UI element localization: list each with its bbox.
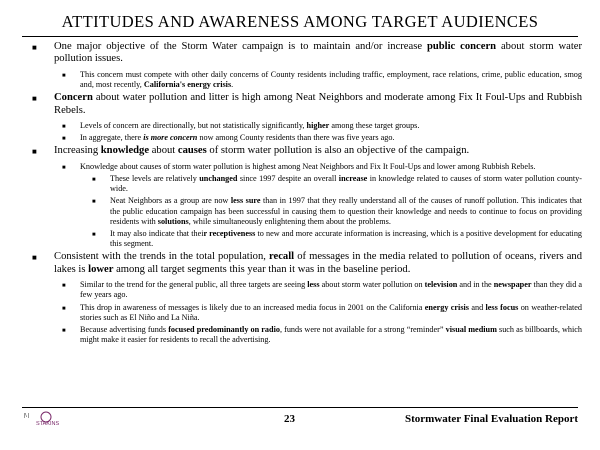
bullet-marker: ■	[62, 124, 66, 131]
text-run: These levels are relatively	[110, 174, 200, 184]
text-run: This drop in awareness of messages is likely due to an increased media focus in 2001 on the California	[80, 302, 425, 312]
text-run: r receptiveness	[203, 229, 256, 239]
text-run: on weather-related stories such as El Niño and La Niña.	[80, 302, 582, 322]
text-run: focused predominantly on radio	[168, 325, 280, 335]
bullet-marker: ■	[92, 177, 96, 184]
text-run: about storm water pollution on	[319, 280, 425, 290]
bullet-item	[22, 145, 582, 157]
bullet-marker: ■	[32, 43, 37, 52]
sub-bullet-item	[22, 229, 582, 249]
bullet-marker: ■	[62, 136, 66, 143]
text-run: Concern	[54, 92, 93, 104]
footer-divider	[22, 407, 578, 408]
report-title: Stormwater Final Evaluation Report	[404, 413, 578, 425]
text-run: than they did a few years ago.	[80, 280, 582, 300]
sub-bullet-item	[22, 133, 582, 143]
bullet-item	[22, 41, 582, 66]
text-run: public concern	[426, 41, 497, 52]
text-run: It may also indicate that thei	[110, 229, 204, 239]
text-run: , funds were not available for a strong “reminder”	[279, 325, 446, 335]
text-run: such as billboards, which might make it easier for residents to recall the advertising.	[80, 325, 582, 345]
text-run: since 1997 despite an overall	[237, 174, 339, 184]
text-run: less focus	[485, 302, 519, 312]
text-run: in knowledge related to causes of storm water pollution county-wide.	[110, 174, 582, 194]
text-run: among these target groups.	[329, 121, 420, 131]
sub-bullet-item	[22, 162, 582, 172]
text-run: to new and more accurate information is increasing, which is a positive development for educating this segment.	[110, 229, 583, 249]
bullet-marker: ■	[62, 164, 66, 171]
text-run: Consistent with the trends in the total population,	[54, 251, 270, 263]
text-run: Neat Neighbors as a group are now	[110, 196, 231, 206]
bullet-list	[22, 41, 582, 348]
page-title: ATTITUDES AND AWARENESS AMONG TARGET AUDIENCES	[61, 12, 539, 31]
text-run: of storm water pollution is also an objective of the campaign.	[206, 145, 470, 157]
text-run: recall	[269, 251, 295, 263]
text-run: solutions	[157, 216, 189, 226]
text-run: and in the	[457, 280, 494, 290]
bullet-marker: ■	[92, 199, 96, 206]
bullet-marker: ■	[32, 94, 37, 104]
text-run: than in 1997 that they really understand all of the causes of runoff pollution. This indicates that the public education campaign has been successful in causing them to question their knowledge and needs to continue to focus on providing residents with	[110, 196, 582, 226]
sub-bullet-item	[22, 303, 582, 323]
logo-text: STAKINS	[36, 421, 60, 427]
text-run: is more concern	[143, 133, 198, 143]
text-run: energy crisis	[424, 302, 469, 312]
page-number: 23	[284, 413, 295, 425]
text-run: Knowledge about causes of storm water pollution is highest among Neat Neighbors and Fix It Foul-Ups and lower among Rubbish Rebels.	[80, 161, 536, 171]
svg-text:|\ |: |\ |	[24, 413, 30, 419]
bullet-marker: ■	[62, 328, 66, 335]
text-run: among all target segments this year than it was in the baseline period.	[113, 263, 411, 275]
text-run: One major objective of the Storm Water campaign is to maintain and/or increase	[54, 41, 427, 52]
sub-bullet-item	[22, 325, 582, 345]
bullet-marker: ■	[92, 232, 96, 239]
text-run: visual medium	[445, 325, 497, 335]
text-run: This concern must compete with other daily concerns of County residents including traffic, employment, race relations, crime, public education, smog and, most recently,	[80, 69, 582, 90]
text-run: knowledge	[100, 145, 150, 157]
sub-bullet-item	[22, 121, 582, 131]
text-run: California's energy crisis	[143, 80, 232, 90]
text-run: about water pollution and litter is high among Neat Neighbors and moderate among Fix It Foul-Ups and Rubbish Rebels.	[54, 92, 582, 116]
text-run: unchanged	[199, 174, 238, 184]
text-run: In aggregate, there	[80, 133, 144, 143]
text-run: increase	[338, 174, 368, 184]
text-run: lower	[88, 263, 114, 275]
sub-bullet-item	[22, 174, 582, 194]
bullet-marker: ■	[32, 147, 37, 157]
text-run: Increasing	[54, 145, 101, 157]
bullet-marker: ■	[62, 305, 66, 312]
text-run: about	[149, 145, 178, 157]
text-run: of messages in the media related to pollution of oceans, rivers and lakes is	[54, 251, 583, 275]
text-run: Levels of concern are directionally, but not statistically significantly,	[80, 121, 307, 131]
text-run: less sure	[230, 196, 261, 206]
text-run: and	[468, 302, 486, 312]
bullet-item	[22, 92, 582, 117]
sub-bullet-item	[22, 280, 582, 300]
text-run: causes	[177, 145, 207, 157]
text-run: about storm water pollution issues.	[54, 41, 582, 65]
bullet-marker: ■	[62, 283, 66, 290]
bullet-marker: ■	[32, 253, 37, 263]
text-run: now among County residents than there was five years ago.	[197, 133, 395, 143]
bullet-marker: ■	[62, 72, 66, 79]
sub-bullet-item	[22, 196, 582, 227]
text-run: Similar to the trend for the general public, all three targets are seeing	[80, 280, 308, 290]
text-run: television	[424, 280, 458, 290]
text-run: , while simultaneously enlightening them about the problems.	[188, 216, 391, 226]
title-divider	[22, 36, 578, 37]
bullet-item	[22, 251, 582, 276]
text-run: .	[231, 80, 234, 90]
company-logo	[24, 411, 78, 427]
text-run: less	[307, 280, 320, 290]
text-run: newspaper	[493, 280, 532, 290]
text-run: higher	[306, 121, 330, 131]
sub-bullet-item	[22, 70, 582, 90]
text-run: Because advertising funds	[80, 325, 169, 335]
